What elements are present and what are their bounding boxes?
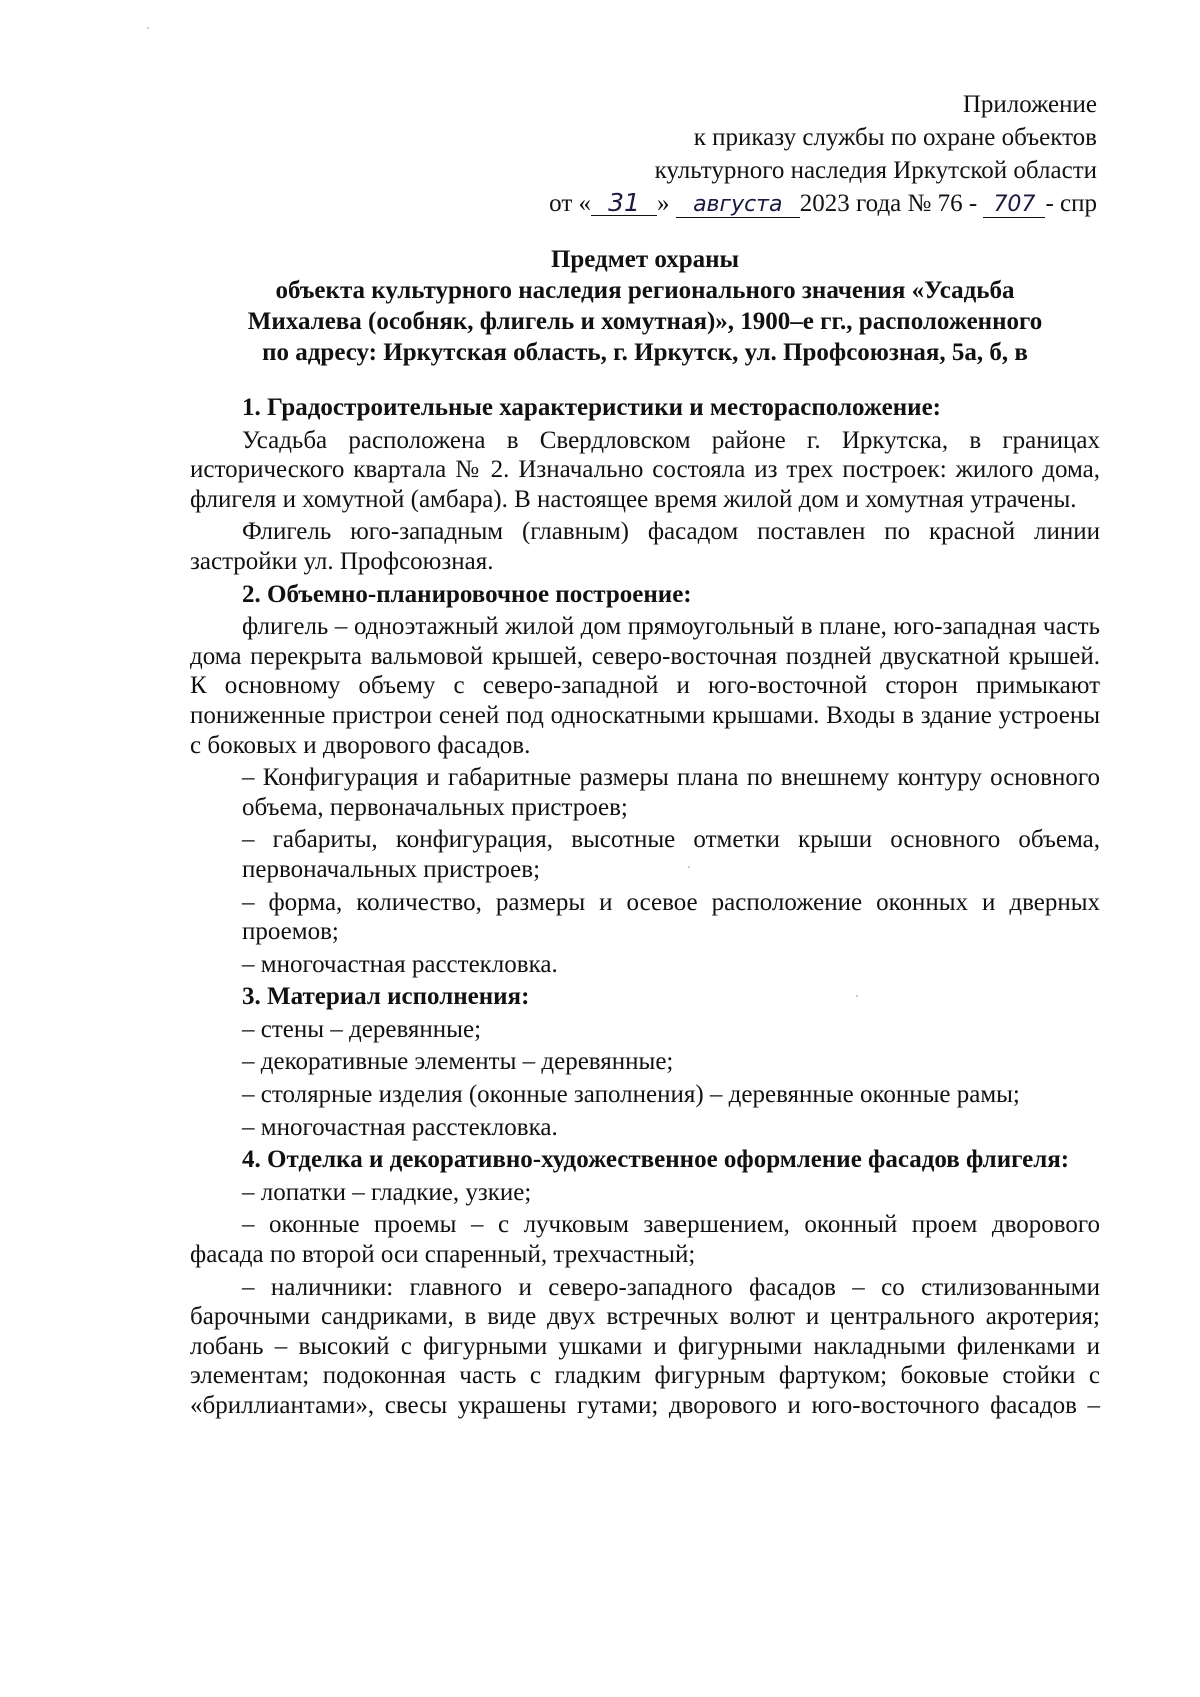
date-prefix: от « [549, 190, 592, 217]
date-mid: » [657, 190, 670, 217]
handwritten-month: августа [676, 193, 800, 218]
section-3-item: – декоративные элементы – деревянные; [242, 1048, 674, 1076]
appendix-header [397, 88, 1097, 220]
section-1-paragraph-2: Флигель юго-западным (главным) фасадом поставлен по красной линии застройки ул. Профсоюзная. [190, 518, 1100, 575]
section-2-item: – габариты, конфигурация, высотные отметки крыши основного объема, первоначальных пристроев; [242, 826, 1100, 883]
header-date-line [397, 187, 1097, 220]
section-2-paragraph-1: флигель – одноэтажный жилой дом прямоугольный в плане, юго-западная часть дома перекрыта вальмовой крышей, северо-восточная поздней двускатной крышей. К основному объему с северо-западной и юго-восточной сторон примыкают пониженные пристрои сеней под односкатными крышами. Входы в здание устроены с боковых и дворового фасадов. [190, 613, 1100, 759]
section-2-heading: 2. Объемно-планировочное построение: [242, 580, 692, 608]
section-4-item: – лопатки – гладкие, узкие; [242, 1178, 532, 1206]
section-2-item: – форма, количество, размеры и осевое расположение оконных и дверных проемов; [242, 888, 1100, 946]
header-line-2: к приказу службы по охране объектов [693, 124, 1097, 151]
document-title [190, 244, 1100, 368]
scan-speck [147, 27, 149, 29]
section-4-heading: 4. Отделка и декоративно-художественное оформление фасадов флигеля: [242, 1146, 1070, 1174]
order-suffix: - спр [1045, 190, 1097, 217]
title-line-2: объекта культурного наследия регионального значения «Усадьба [275, 277, 1015, 304]
date-year-text: 2023 года № 76 - [799, 190, 978, 217]
title-line-4: по адресу: Иркутская область, г. Иркутск, ул. Профсоюзная, 5а, б, в [262, 339, 1028, 366]
section-3-heading: 3. Материал исполнения: [242, 983, 530, 1011]
title-line-3: Михалева (особняк, флигель и хомутная)», 1900–е гг., расположенного [247, 308, 1043, 335]
document-body [190, 393, 1100, 1421]
handwritten-order-number: 707 [983, 193, 1045, 218]
title-line-1: Предмет охраны [550, 246, 740, 273]
handwritten-day: 31 [591, 191, 657, 216]
section-3-item: – стены – деревянные; [242, 1015, 482, 1043]
section-3-item: – многочастная расстекловка. [242, 1113, 558, 1141]
header-line-3: культурного наследия Иркутской области [654, 157, 1097, 184]
section-4-item: – наличники: главного и северо-западного фасадов – со стилизованными барочными сандриками, в виде двух встречных волют и центрального акротерия; лобань – высокий с фигурными ушками и фигурными накладными филенками и элементам; подоконная часть с гладким фигурным фартуком; боковые стойки с «бриллиантами», свесы украшены гутами; дворового и юго-восточного фасадов – [190, 1273, 1100, 1419]
section-3-item: – столярные изделия (оконные заполнения) – деревянные оконные рамы; [242, 1081, 1020, 1109]
section-1-paragraph-1: Усадьба расположена в Свердловском районе г. Иркутска, в границах исторического квартала № 2. Изначально состояла из трех построек: жилого дома, флигеля и хомутной (амбара). В настоящее время жилой дом и хомутная утрачены. [190, 426, 1100, 513]
section-4-item: – оконные проемы – с лучковым завершением, оконный проем дворового фасада по второй оси спаренный, трехчастный; [190, 1211, 1100, 1269]
section-2-item: – многочастная расстекловка. [242, 950, 558, 978]
section-2-item: – Конфигурация и габаритные размеры плана по внешнему контуру основного объема, первоначальных пристроев; [242, 764, 1100, 821]
section-1-heading: 1. Градостроительные характеристики и месторасположение: [242, 394, 941, 421]
header-line-1: Приложение [962, 91, 1097, 118]
